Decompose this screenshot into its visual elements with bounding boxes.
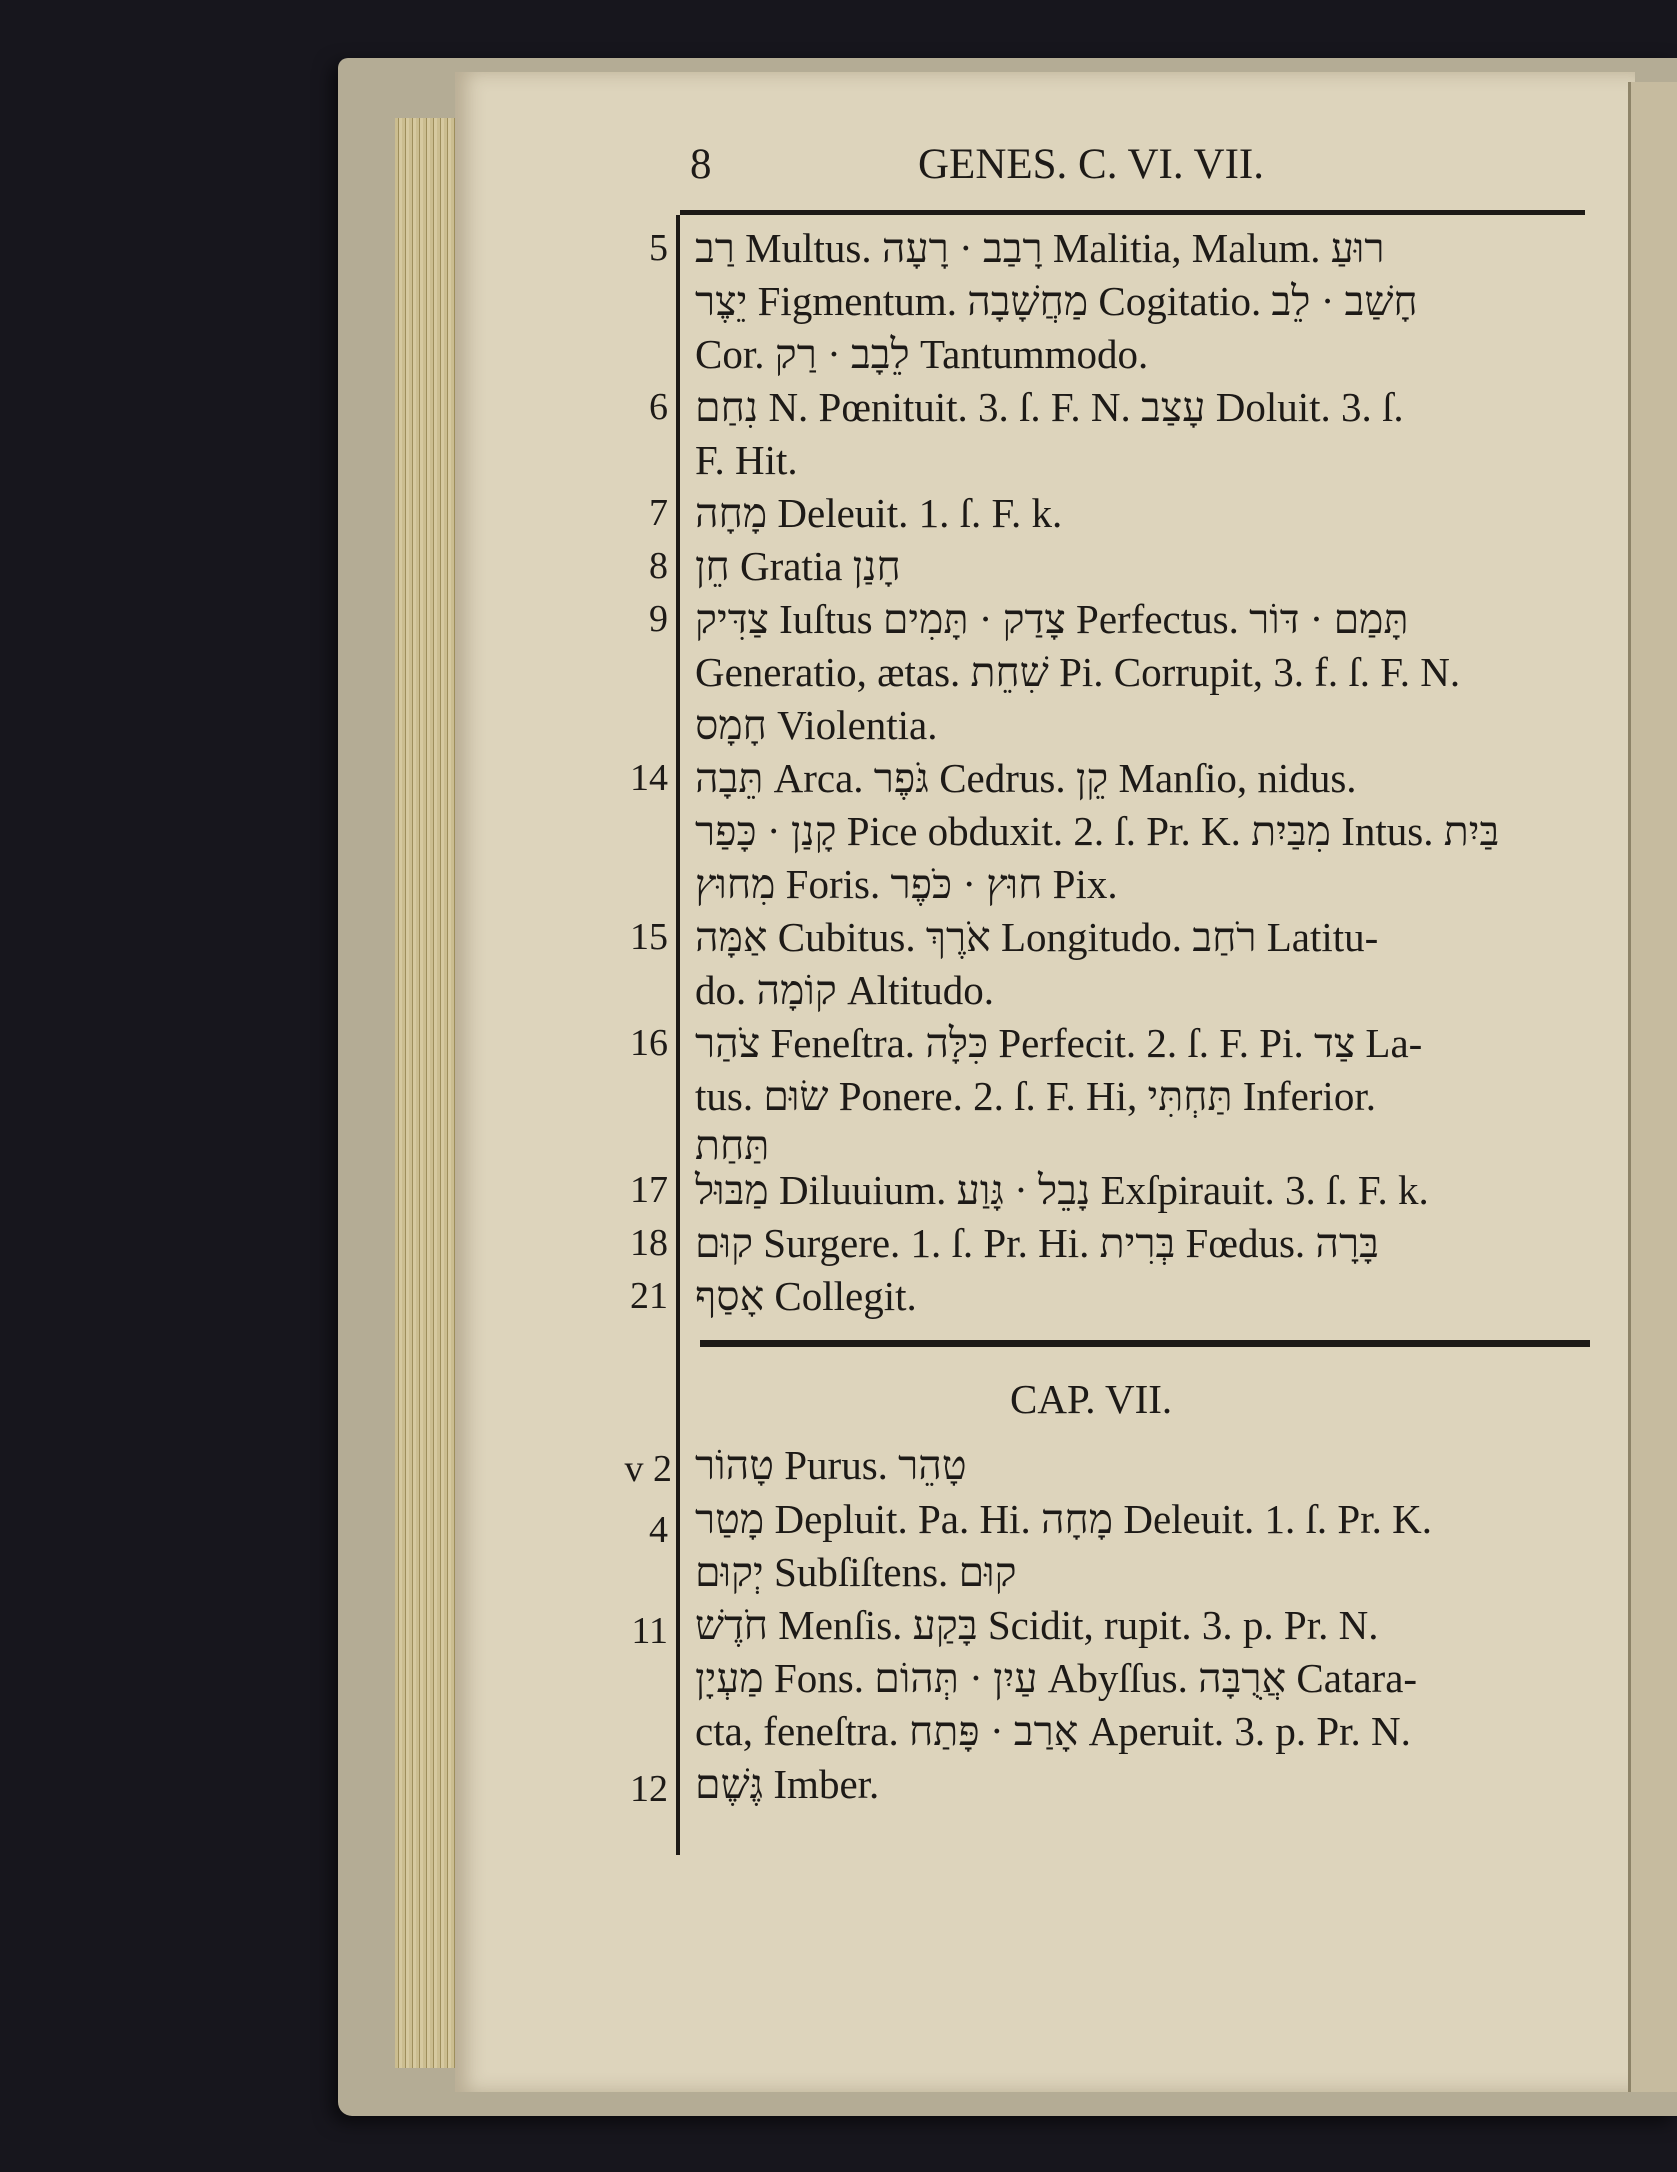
verse-column-rule: [676, 215, 680, 1855]
page-number: 8: [690, 141, 712, 188]
verse-number: 17: [630, 1169, 668, 1211]
facing-page-edge: [1628, 82, 1677, 2092]
gloss-line: תַּחַת: [695, 1122, 770, 1168]
gloss-line: מַבּוּל Diluuium. נָבֵל · גָּוַע Exſpirauit. 3. ſ. F. k.: [695, 1167, 1429, 1213]
gloss-line: מָחָה Deleuit. 1. ſ. F. k.: [695, 490, 1063, 536]
verse-number: 6: [649, 386, 668, 428]
verse-number: 4: [649, 1509, 668, 1551]
gloss-line: קָנַן · כָּפַר Pice obduxit. 2. ſ. Pr. K. מִבַּיִת Intus. בַּיִת: [695, 808, 1500, 854]
gloss-line: אָסַף Collegit.: [695, 1273, 917, 1319]
page-title: GENES. C. VI. VII.: [918, 141, 1264, 188]
gloss-line: קוּם Surgere. 1. ſ. Pr. Hi. בְּרִית Fœdus. בָּרָה: [695, 1220, 1379, 1266]
gloss-line: cta, feneſtra. אָרַב · פָּתַח Aperuit. 3. p. Pr. N.: [695, 1708, 1411, 1754]
gloss-line: צֹהַר Feneſtra. כִּלָּה Perfecit. 2. ſ. F. Pi. צַד La-: [695, 1020, 1423, 1066]
verse-number: 11: [631, 1610, 668, 1652]
gloss-line: יְקוּם Subſiſtens. קוּם: [695, 1549, 1017, 1595]
verse-number: v 2: [624, 1448, 672, 1490]
gloss-line: יֵצֶר Figmentum. מַחֲשָׁבָה Cogitatio. חָשַׁב · לֵב: [695, 278, 1418, 324]
gloss-line: מָטַר Depluit. Pa. Hi. מָחָה Deleuit. 1. ſ. Pr. K.: [695, 1496, 1432, 1542]
verse-number: 14: [630, 757, 668, 799]
gloss-line: F. Hit.: [695, 437, 798, 483]
verse-number: 8: [649, 545, 668, 587]
gloss-line: תֵּבָה Arca. גֹּפֶר Cedrus. קֵן Manſio, nidus.: [695, 755, 1357, 801]
verse-number: 21: [630, 1275, 668, 1317]
verse-number: 12: [630, 1768, 668, 1810]
verse-number: 7: [649, 492, 668, 534]
gloss-line: do. קוֹמָה Altitudo.: [695, 967, 995, 1013]
verse-number: 9: [649, 598, 668, 640]
gloss-line: אַמָּה Cubitus. אֹרֶךְ Longitudo. רֹחַב Latitu-: [695, 914, 1379, 960]
gloss-line: Cor. לֵבָב · רַק Tantummodo.: [695, 331, 1149, 377]
chapter-divider: [700, 1340, 1590, 1347]
gloss-line: מִחוּץ Foris. חוּץ · כֹּפֶר Pix.: [695, 861, 1118, 907]
gloss-line: טָהוֹר Purus. טָהֵר: [695, 1442, 967, 1488]
gloss-line: חֵן Gratia חָנַן: [695, 543, 901, 589]
header-rule: [680, 210, 1585, 215]
gloss-line: חָמָס Violentia.: [695, 702, 938, 748]
gloss-line: צַדִּיק Iuſtus צָדַק · תָּמִים Perfectus. תָּמַם · דּוֹר: [695, 596, 1409, 642]
gloss-line: Generatio, ætas. שִׁחֵת Pi. Corrupit, 3. f. ſ. F. N.: [695, 649, 1461, 695]
gloss-line: tus. שׂוּם Ponere. 2. ſ. F. Hi, תַּחְתִּי Inferior.: [695, 1073, 1376, 1119]
gloss-line: חֹדֶשׁ Menſis. בָּקַע Scidit, rupit. 3. p. Pr. N.: [695, 1602, 1379, 1648]
verse-number: 15: [630, 916, 668, 958]
verse-number: 5: [649, 227, 668, 269]
gloss-line: גֶּשֶׁם Imber.: [695, 1761, 880, 1807]
gloss-line: מַעְיָן Fons. עַיִן · תְּהוֹם Abyſſus. אֲרֻבָּה Catara-: [695, 1655, 1418, 1701]
chapter-heading: CAP. VII.: [1010, 1376, 1173, 1422]
gloss-line: נִחַם N. Pœnituit. 3. ſ. F. N. עָצַב Doluit. 3. ſ.: [695, 384, 1404, 430]
verse-number: 18: [630, 1222, 668, 1264]
verse-number: 16: [630, 1022, 668, 1064]
gloss-line: רַב Multus. רָבַב · רָעָה Malitia, Malum. רוּעַ: [695, 225, 1385, 271]
